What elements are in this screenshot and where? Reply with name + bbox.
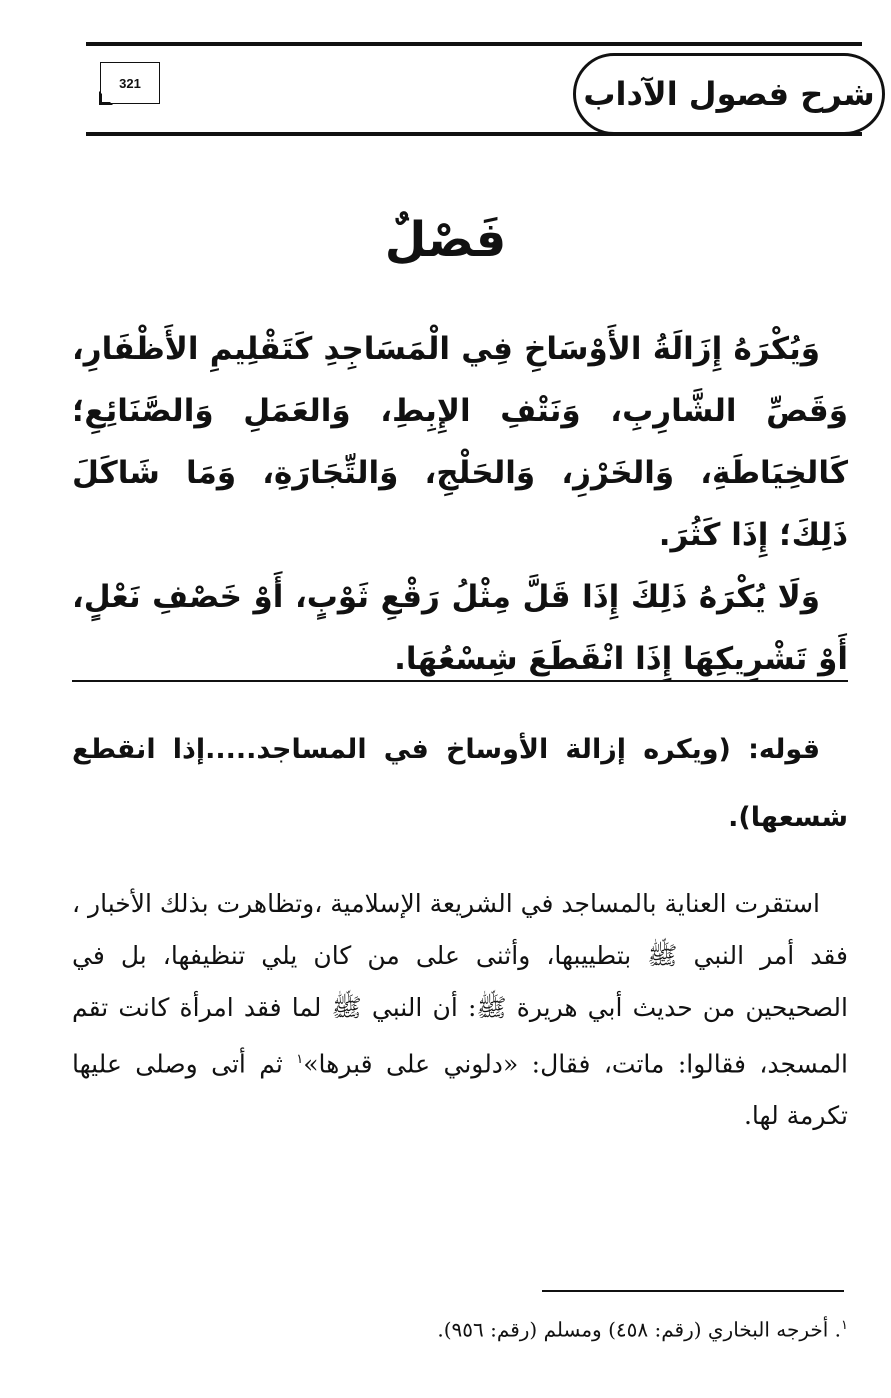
matn-text	[72, 318, 848, 690]
commentary-paragraph	[72, 878, 848, 1142]
qawl-text: قوله: (ويكره إزالة الأوساخ في المساجد.....إذا انقطع شسعها).	[72, 734, 848, 833]
commentary-text-end: ثم أتى وصلى عليها تكرمة لها.	[72, 1049, 848, 1131]
footnote-marker: ١	[841, 1318, 848, 1333]
matn-paragraph: وَيُكْرَهُ إِزَالَةُ الأَوْسَاخِ فِي الْمَسَاجِدِ كَتَقْلِيمِ الأَظْفَارِ، وَقَصِّ الشَّارِبِ، وَنَتْفِ الإِبِطِ، وَالعَمَلِ وَالصَّنَائِعِ؛ كَالخِيَاطَةِ، وَالخَرْزِ، وَالحَلْجِ، وَالتِّجَارَةِ، وَمَا شَاكَلَ ذَلِكَ؛ إِذَا كَثُرَ.	[72, 331, 848, 553]
footnote-rule	[542, 1290, 844, 1292]
matn-paragraph: وَلَا يُكْرَهُ ذَلِكَ إِذَا قَلَّ مِثْلُ رَقْعِ ثَوْبٍ، أَوْ خَصْفِ نَعْلٍ، أَوْ تَشْرِيكِهَا إِذَا انْقَطَعَ شِسْعُهَا.	[72, 579, 848, 677]
header-top-rule	[86, 42, 862, 46]
qawl-heading	[72, 716, 848, 852]
commentary-text: استقرت العناية بالمساجد في الشريعة الإسلامية ،وتظاهرت بذلك الأخبار ، فقد أمر النبي ﷺ بتطييبها، وأثنى على من كان يلي تنظيفها، بل في الصحيحين من حديث أبي هريرة ﷺ: أن النبي ﷺ لما فقد امرأة كانت تقم المسجد، فقالوا: ماتت، فقال: «دلوني على قبرها»	[72, 889, 849, 1079]
page-number-box	[100, 62, 160, 104]
book-title: شرح فصول الآداب	[583, 75, 875, 113]
footnote-text: . أخرجه البخاري (رقم: ٤٥٨) ومسلم (رقم: ٩٥٦).	[437, 1317, 842, 1342]
book-title-banner	[573, 53, 885, 135]
page-number: 321	[119, 75, 141, 91]
footnote-reference[interactable]: ١	[296, 1052, 304, 1067]
footnote	[300, 1306, 848, 1350]
section-title: فَصْلٌ	[384, 212, 507, 268]
commentary-body	[72, 878, 848, 1142]
matn-divider	[72, 680, 848, 682]
